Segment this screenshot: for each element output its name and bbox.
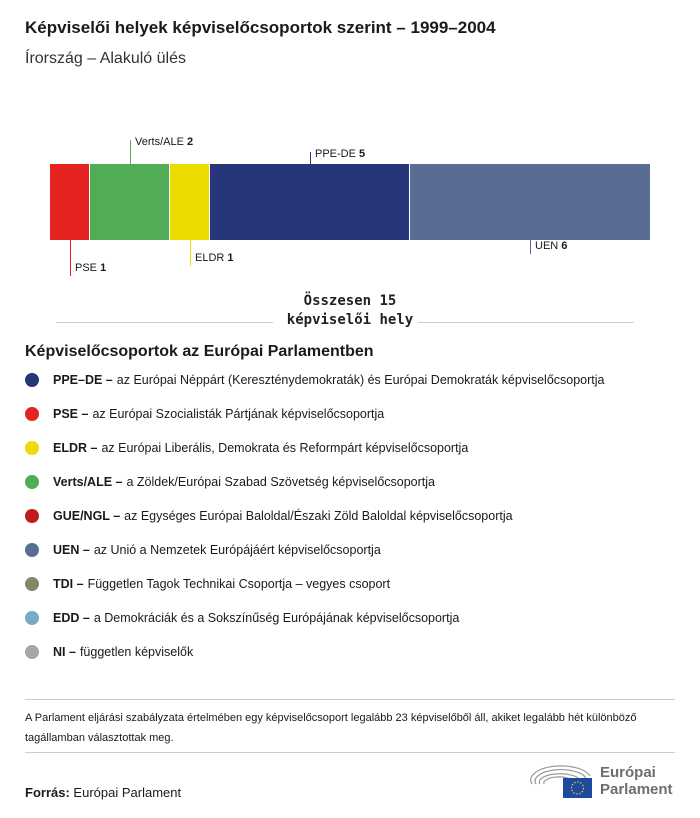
- total-label: Összesen 15 képviselői hely: [286, 293, 414, 328]
- legend-item: [25, 645, 193, 659]
- legend-dot-icon: [25, 577, 39, 591]
- legend-dot-icon: [25, 373, 39, 387]
- source: [25, 785, 181, 800]
- leader-line: [310, 152, 311, 164]
- legend-desc: az Unió a Nemzetek Európájáért képviselőcsoportja: [93, 543, 381, 557]
- ep-logo: [530, 762, 673, 800]
- legend-abbr: GUE/NGL –: [53, 509, 121, 523]
- legend-abbr: NI –: [53, 645, 76, 659]
- label-category: PPE-DE: [315, 148, 360, 160]
- label-value: 6: [561, 240, 568, 252]
- data-label: [315, 148, 365, 160]
- source-value: Európai Parlament: [73, 785, 182, 800]
- legend-dot-icon: [25, 611, 39, 625]
- legend-abbr: PSE –: [53, 407, 89, 421]
- divider-left: [56, 322, 273, 323]
- legend-abbr: TDI –: [53, 577, 84, 591]
- legend-abbr: EDD –: [53, 611, 90, 625]
- leader-line: [130, 140, 131, 164]
- divider: [25, 699, 675, 700]
- label-value: 1: [100, 262, 107, 274]
- legend-desc: az Egységes Európai Baloldal/Északi Zöld Baloldal képviselőcsoportja: [124, 509, 513, 523]
- leader-line: [530, 240, 531, 254]
- legend-dot-icon: [25, 543, 39, 557]
- legend-desc: az Európai Szocialisták Pártjának képviselőcsoportja: [92, 407, 385, 421]
- source-label: Forrás:: [25, 785, 70, 800]
- data-label: [195, 252, 234, 264]
- bar-segment-uen: [410, 164, 650, 240]
- legend-desc: az Európai Néppárt (Kereszténydemokraták) és Európai Demokraták képviselőcsoportja: [116, 373, 605, 387]
- label-category: ELDR: [195, 252, 228, 264]
- legend-item: [25, 407, 384, 421]
- legend-dot-icon: [25, 475, 39, 489]
- leader-line: [70, 240, 71, 276]
- bar-segment-pse: [50, 164, 90, 240]
- leader-line: [190, 240, 191, 266]
- chart-title: Képviselői helyek képviselőcsoportok szerint – 1999–2004: [25, 18, 496, 37]
- logo-line1: Európai: [600, 764, 656, 781]
- legend-item: [25, 441, 468, 455]
- label-value: 1: [227, 252, 234, 264]
- bar-segment-ppede: [210, 164, 410, 240]
- divider-right: [418, 322, 634, 323]
- legend-abbr: UEN –: [53, 543, 90, 557]
- legend-dot-icon: [25, 645, 39, 659]
- legend-item: [25, 543, 381, 557]
- legend-item: [25, 373, 605, 387]
- logo-line2: Parlament: [600, 781, 673, 798]
- legend-dot-icon: [25, 407, 39, 421]
- data-label: [535, 240, 567, 252]
- legend-abbr: PPE–DE –: [53, 373, 113, 387]
- legend-desc: független képviselők: [79, 645, 194, 659]
- label-category: Verts/ALE: [135, 136, 187, 148]
- legend-desc: a Zöldek/Európai Szabad Szövetség képviselőcsoportja: [126, 475, 435, 489]
- legend-abbr: ELDR –: [53, 441, 98, 455]
- chart-subtitle: Írország – Alakuló ülés: [25, 50, 186, 67]
- legend-desc: a Demokráciák és a Sokszínűség Európájának képviselőcsoportja: [93, 611, 460, 625]
- divider: [25, 752, 675, 753]
- legend-item: [25, 509, 513, 523]
- legend-item: [25, 577, 390, 591]
- bar-segment-vertsale: [90, 164, 170, 240]
- legend-desc: az Európai Liberális, Demokrata és Reformpárt képviselőcsoportja: [101, 441, 469, 455]
- legend-dot-icon: [25, 441, 39, 455]
- label-value: 5: [359, 148, 366, 160]
- footnote: A Parlament eljárási szabályzata értelmében egy képviselőcsoport legalább 23 képviselőből áll, akiket legalább hét különböző tagállamban választottak meg.: [25, 712, 637, 744]
- data-label: [135, 136, 193, 148]
- bar-segment-eldr: [170, 164, 210, 240]
- label-category: UEN: [535, 240, 562, 252]
- legend-title: Képviselőcsoportok az Európai Parlamentben: [25, 343, 374, 360]
- legend-dot-icon: [25, 509, 39, 523]
- legend-abbr: Verts/ALE –: [53, 475, 123, 489]
- legend-item: [25, 611, 459, 625]
- legend-desc: Független Tagok Technikai Csoportja – vegyes csoport: [87, 577, 391, 591]
- label-value: 2: [186, 136, 194, 148]
- label-category: PSE: [75, 262, 101, 274]
- data-label: [75, 262, 106, 274]
- hemicycle-flag-icon: [530, 762, 592, 800]
- legend-item: [25, 475, 435, 489]
